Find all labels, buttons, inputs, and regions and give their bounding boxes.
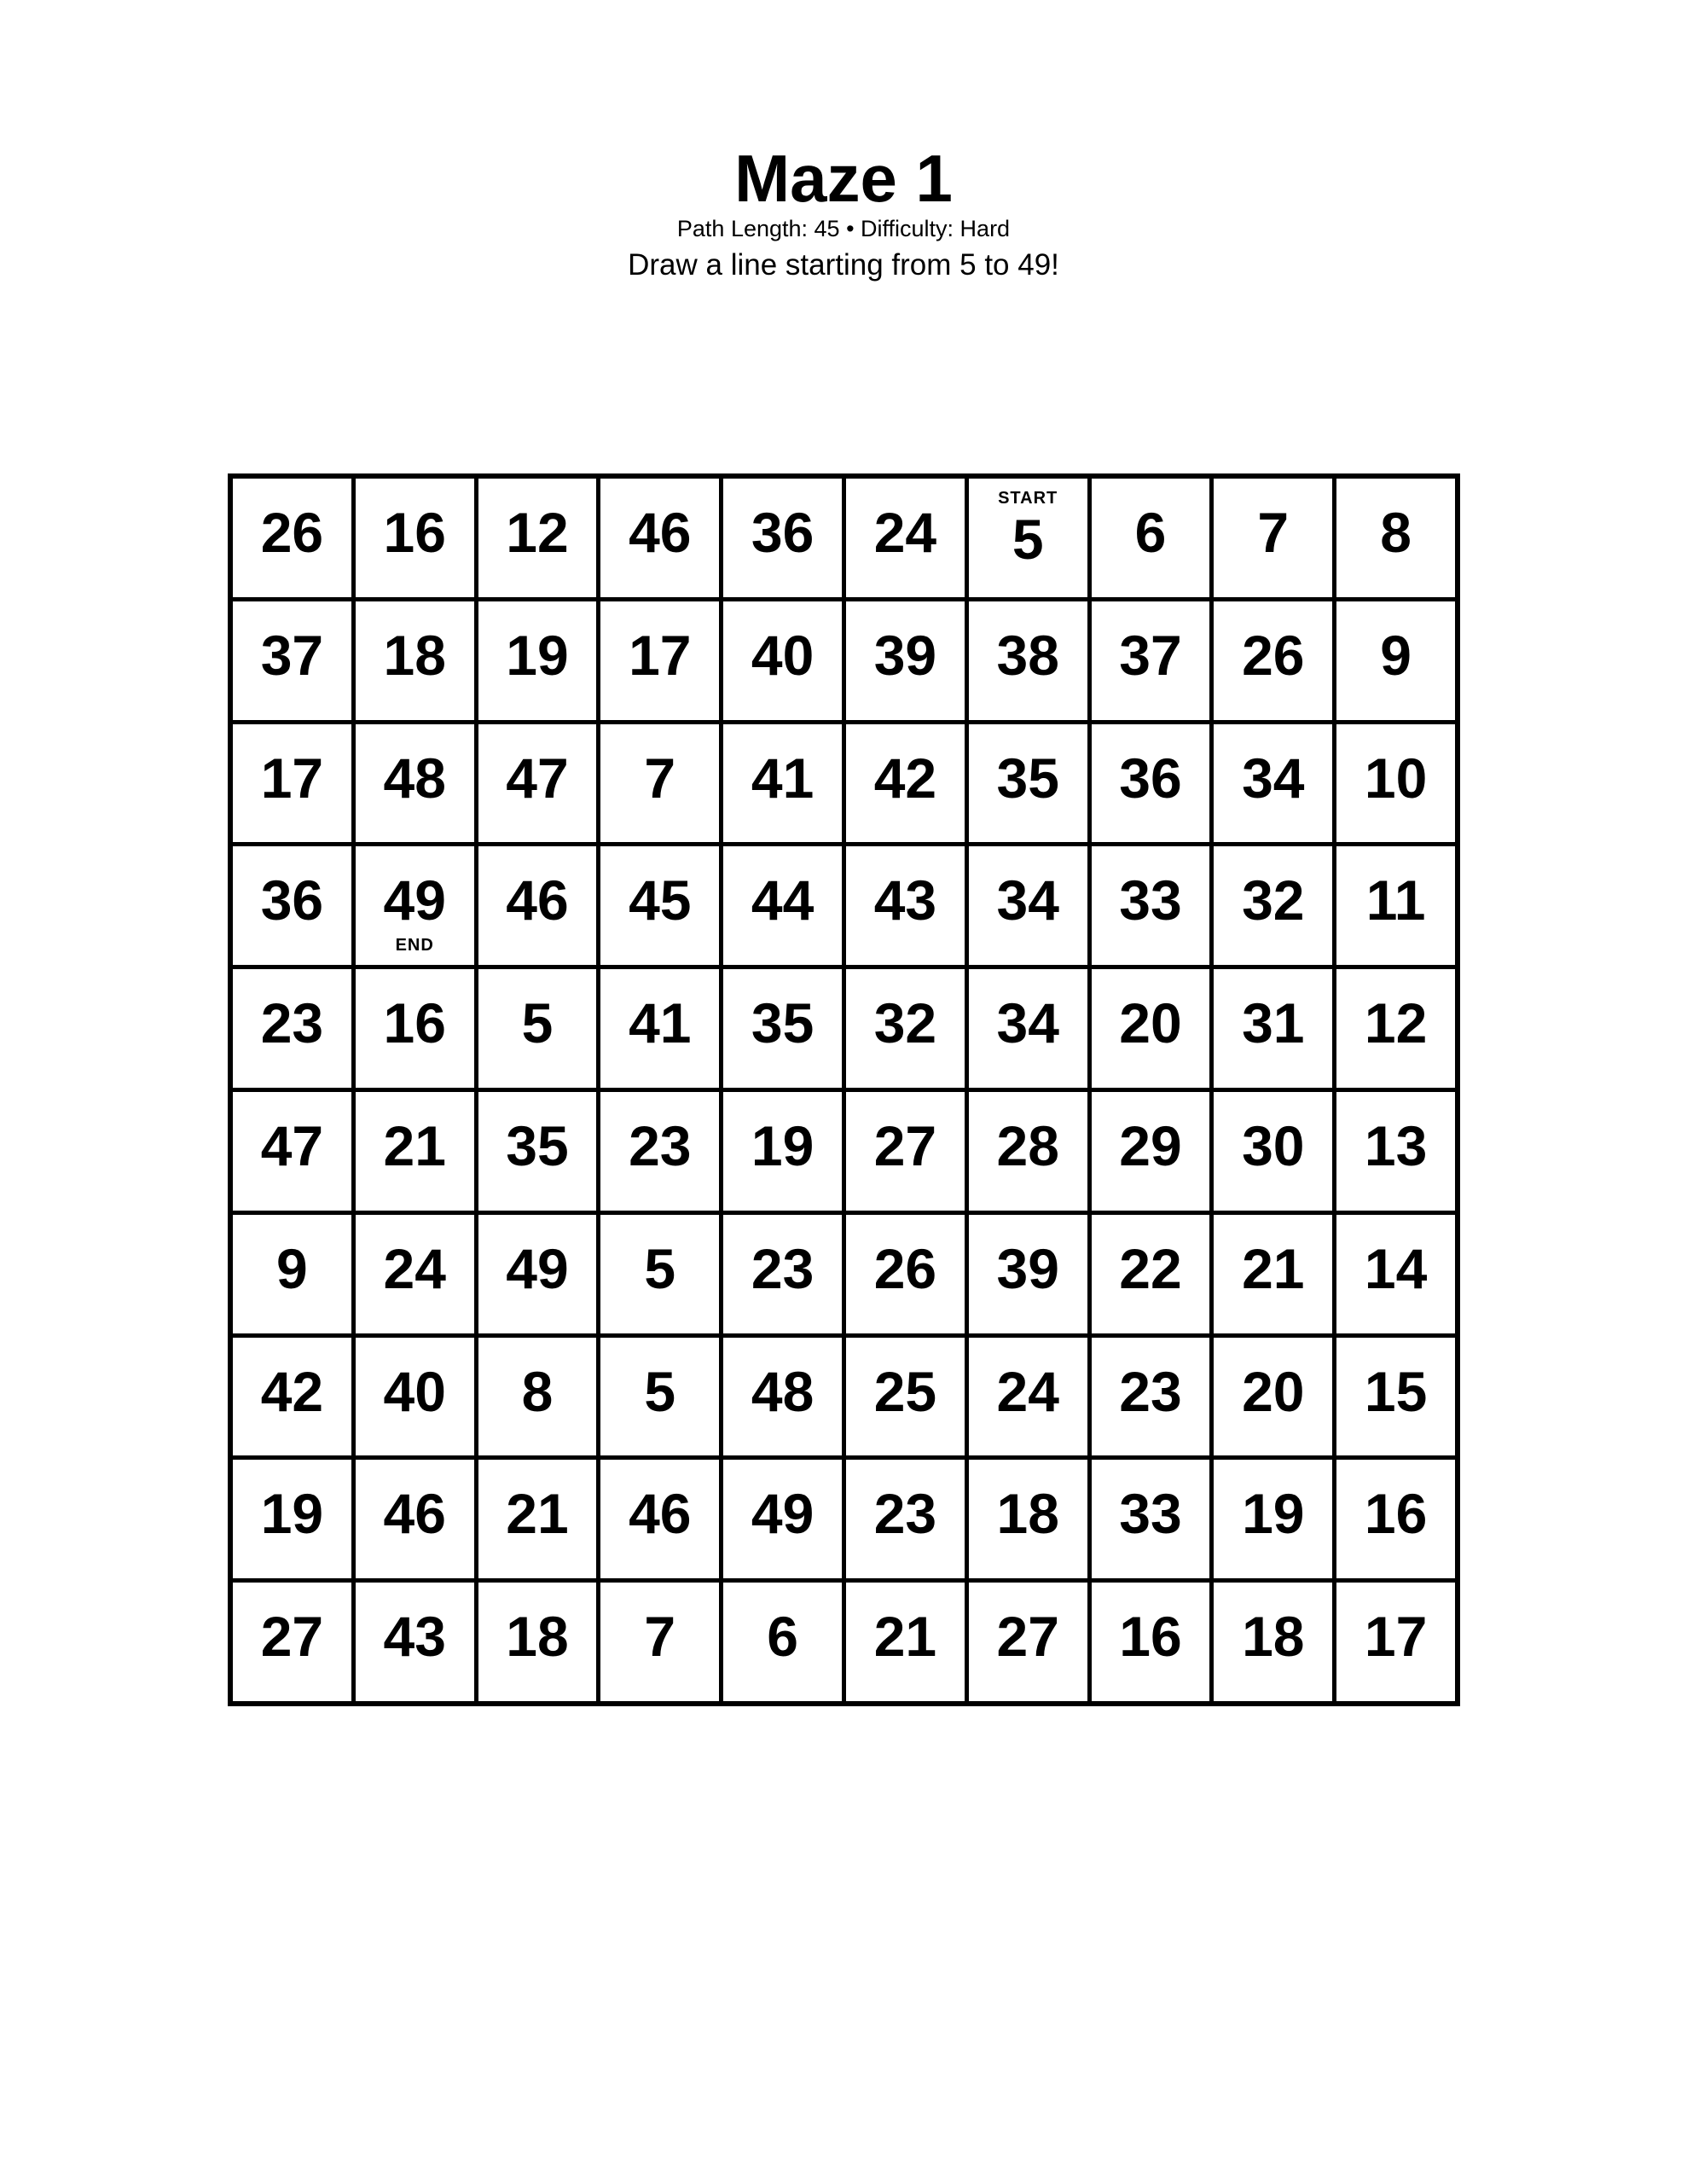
cell-number: 17 xyxy=(629,623,692,687)
grid-cell-r3c4[interactable] xyxy=(600,724,719,843)
grid-cell-r9c5[interactable] xyxy=(723,1460,842,1578)
grid-cell-r10c9[interactable] xyxy=(1214,1583,1332,1701)
grid-cell-r7c2[interactable] xyxy=(356,1215,474,1333)
grid-cell-r7c1[interactable] xyxy=(233,1215,351,1333)
cell-number: 49 xyxy=(383,868,446,932)
cell-number: 23 xyxy=(629,1114,692,1177)
cell-number: 40 xyxy=(751,623,815,687)
grid-cell-r5c1[interactable] xyxy=(233,969,351,1088)
cell-number: 16 xyxy=(1119,1605,1182,1669)
grid-cell-r3c1[interactable] xyxy=(233,724,351,843)
grid-cell-r1c2[interactable] xyxy=(356,479,474,597)
cell-number: 38 xyxy=(996,623,1059,687)
cell-number: 33 xyxy=(1119,1482,1182,1546)
grid-cell-r5c6[interactable] xyxy=(846,969,965,1088)
cell-number: 14 xyxy=(1364,1236,1428,1300)
grid-cell-r6c2[interactable] xyxy=(356,1092,474,1211)
grid-cell-r6c7[interactable] xyxy=(969,1092,1087,1211)
grid-cell-r4c8[interactable] xyxy=(1092,846,1210,965)
cell-number: 11 xyxy=(1365,868,1426,932)
cell-number: 12 xyxy=(1364,991,1428,1055)
cell-number: 24 xyxy=(383,1236,446,1300)
cell-number: 24 xyxy=(996,1359,1059,1423)
cell-number: 35 xyxy=(506,1114,569,1177)
grid-cell-r2c2[interactable] xyxy=(356,601,474,720)
cell-number: 44 xyxy=(751,868,815,932)
grid-cell-r2c1[interactable] xyxy=(233,601,351,720)
cell-number: 36 xyxy=(1119,746,1182,810)
grid-cell-r4c9[interactable] xyxy=(1214,846,1332,965)
grid-cell-r7c6[interactable] xyxy=(846,1215,965,1333)
cell-number: 26 xyxy=(873,1236,937,1300)
grid-cell-r10c6[interactable] xyxy=(846,1583,965,1701)
grid-cell-r2c7[interactable] xyxy=(969,601,1087,720)
cell-number: 18 xyxy=(383,623,446,687)
grid-cell-r10c1[interactable] xyxy=(233,1583,351,1701)
grid-cell-r4c3[interactable] xyxy=(478,846,597,965)
cell-number: 29 xyxy=(1119,1114,1182,1177)
grid-cell-r8c1[interactable] xyxy=(233,1338,351,1456)
start-label: START xyxy=(998,489,1058,508)
grid-cell-r2c8[interactable] xyxy=(1092,601,1210,720)
cell-number: 39 xyxy=(996,1236,1059,1300)
cell-number: 10 xyxy=(1364,746,1428,810)
grid-cell-r10c5[interactable] xyxy=(723,1583,842,1701)
grid-cell-r9c9[interactable] xyxy=(1214,1460,1332,1578)
grid-cell-r4c5[interactable] xyxy=(723,846,842,965)
cell-number: 6 xyxy=(1134,501,1167,564)
cell-number: 43 xyxy=(383,1605,446,1669)
grid-cell-r4c4[interactable] xyxy=(600,846,719,965)
grid-cell-r8c7[interactable] xyxy=(969,1338,1087,1456)
cell-number: 17 xyxy=(1364,1605,1428,1669)
cell-number: 42 xyxy=(873,746,937,810)
grid-cell-r9c2[interactable] xyxy=(356,1460,474,1578)
grid-cell-r5c5[interactable] xyxy=(723,969,842,1088)
cell-number: 23 xyxy=(260,991,324,1055)
cell-number: 35 xyxy=(751,991,815,1055)
cell-number: 16 xyxy=(383,501,446,564)
cell-number: 25 xyxy=(873,1359,937,1423)
grid-cell-r3c5[interactable] xyxy=(723,724,842,843)
cell-number: 5 xyxy=(521,991,554,1055)
grid-cell-r3c7[interactable] xyxy=(969,724,1087,843)
grid-cell-r2c6[interactable] xyxy=(846,601,965,720)
cell-number: 46 xyxy=(383,1482,446,1546)
cell-number: 8 xyxy=(1380,501,1412,564)
grid-cell-r1c3[interactable] xyxy=(478,479,597,597)
grid-cell-r9c7[interactable] xyxy=(969,1460,1087,1578)
cell-number: 20 xyxy=(1119,991,1182,1055)
cell-number: 35 xyxy=(996,746,1059,810)
grid-cell-r8c2[interactable] xyxy=(356,1338,474,1456)
grid-cell-r8c3[interactable] xyxy=(478,1338,597,1456)
grid-cell-r9c1[interactable] xyxy=(233,1460,351,1578)
grid-cell-r8c8[interactable] xyxy=(1092,1338,1210,1456)
grid-cell-r8c5[interactable] xyxy=(723,1338,842,1456)
grid-cell-r4c7[interactable] xyxy=(969,846,1087,965)
cell-number: 30 xyxy=(1242,1114,1305,1177)
grid-cell-r2c3[interactable] xyxy=(478,601,597,720)
cell-number: 47 xyxy=(506,746,569,810)
grid-cell-r5c10[interactable] xyxy=(1336,969,1455,1088)
grid-cell-r5c4[interactable] xyxy=(600,969,719,1088)
cell-number: 27 xyxy=(260,1605,324,1669)
grid-cell-r10c7[interactable] xyxy=(969,1583,1087,1701)
cell-number: 48 xyxy=(751,1359,815,1423)
cell-number: 18 xyxy=(1242,1605,1305,1669)
cell-number: 47 xyxy=(260,1114,324,1177)
cell-number: 34 xyxy=(996,991,1059,1055)
grid-cell-r7c8[interactable] xyxy=(1092,1215,1210,1333)
cell-number: 37 xyxy=(1119,623,1182,687)
grid-cell-r3c6[interactable] xyxy=(846,724,965,843)
grid-cell-r6c8[interactable] xyxy=(1092,1092,1210,1211)
cell-number: 34 xyxy=(996,868,1059,932)
grid-cell-r10c8[interactable] xyxy=(1092,1583,1210,1701)
cell-number: 21 xyxy=(383,1114,446,1177)
grid-cell-r2c5[interactable] xyxy=(723,601,842,720)
cell-number: 23 xyxy=(751,1236,815,1300)
grid-cell-r5c2[interactable] xyxy=(356,969,474,1088)
grid-cell-r6c5[interactable] xyxy=(723,1092,842,1211)
grid-cell-r7c3[interactable] xyxy=(478,1215,597,1333)
grid-cell-r5c9[interactable] xyxy=(1214,969,1332,1088)
grid-cell-r9c6[interactable] xyxy=(846,1460,965,1578)
cell-number: 41 xyxy=(629,991,692,1055)
cell-number: 20 xyxy=(1242,1359,1305,1423)
grid-cell-r1c10[interactable] xyxy=(1336,479,1455,597)
cell-number: 16 xyxy=(383,991,446,1055)
grid-cell-r5c7[interactable] xyxy=(969,969,1087,1088)
cell-number: 23 xyxy=(1119,1359,1182,1423)
cell-number: 33 xyxy=(1119,868,1182,932)
grid-cell-r4c6[interactable] xyxy=(846,846,965,965)
grid-cell-r1c9[interactable] xyxy=(1214,479,1332,597)
cell-number: 36 xyxy=(260,868,324,932)
cell-number: 46 xyxy=(506,868,569,932)
cell-number: 7 xyxy=(644,1605,676,1669)
grid-cell-r3c10[interactable] xyxy=(1336,724,1455,843)
cell-number: 26 xyxy=(1242,623,1305,687)
grid-cell-r4c1[interactable] xyxy=(233,846,351,965)
puzzle-meta: Path Length: 45 • Difficulty: Hard xyxy=(676,216,1011,241)
grid-cell-r8c4[interactable] xyxy=(600,1338,719,1456)
grid-cell-r6c4[interactable] xyxy=(600,1092,719,1211)
instruction-text: Draw a line starting from 5 to 49! xyxy=(628,248,1059,282)
cell-number: 49 xyxy=(751,1482,815,1546)
cell-number: 17 xyxy=(260,746,324,810)
cell-number: 13 xyxy=(1364,1114,1428,1177)
grid-cell-r5c3[interactable] xyxy=(478,969,597,1088)
cell-number: 19 xyxy=(506,623,569,687)
grid-cell-r4c2[interactable] xyxy=(356,846,474,965)
grid-cell-r3c9[interactable] xyxy=(1214,724,1332,843)
cell-number: 19 xyxy=(260,1482,324,1546)
grid-cell-r3c8[interactable] xyxy=(1092,724,1210,843)
cell-number: 27 xyxy=(873,1114,937,1177)
grid-cell-r6c3[interactable] xyxy=(478,1092,597,1211)
cell-number: 19 xyxy=(751,1114,815,1177)
cell-number: 34 xyxy=(1242,746,1305,810)
cell-number: 7 xyxy=(1257,501,1290,564)
cell-number: 24 xyxy=(873,501,937,564)
grid-cell-r10c2[interactable] xyxy=(356,1583,474,1701)
grid-cell-r1c5[interactable] xyxy=(723,479,842,597)
cell-number: 37 xyxy=(260,623,324,687)
cell-number: 6 xyxy=(767,1605,798,1669)
cell-number: 12 xyxy=(506,501,569,564)
cell-number: 32 xyxy=(1242,868,1305,932)
grid-cell-r9c3[interactable] xyxy=(478,1460,597,1578)
cell-number: 45 xyxy=(629,868,692,932)
grid-cell-r8c10[interactable] xyxy=(1336,1338,1455,1456)
cell-number: 42 xyxy=(260,1359,324,1423)
grid-cell-r4c10[interactable] xyxy=(1336,846,1455,965)
grid-cell-r1c4[interactable] xyxy=(600,479,719,597)
cell-number: 27 xyxy=(996,1605,1059,1669)
grid-cell-r9c4[interactable] xyxy=(600,1460,719,1578)
cell-number: 5 xyxy=(644,1236,676,1300)
grid-cell-r6c1[interactable] xyxy=(233,1092,351,1211)
cell-number: 21 xyxy=(506,1482,569,1546)
grid-cell-r8c9[interactable] xyxy=(1214,1338,1332,1456)
cell-number: 28 xyxy=(996,1114,1059,1177)
cell-number: 7 xyxy=(644,746,676,810)
grid-cell-r10c10[interactable] xyxy=(1336,1583,1455,1701)
grid-cell-r10c4[interactable] xyxy=(600,1583,719,1701)
grid-cell-r1c8[interactable] xyxy=(1092,479,1210,597)
grid-cell-r2c4[interactable] xyxy=(600,601,719,720)
end-label: END xyxy=(395,936,434,956)
cell-number: 31 xyxy=(1242,991,1305,1055)
cell-number: 46 xyxy=(629,1482,692,1546)
grid-cell-r2c10[interactable] xyxy=(1336,601,1455,720)
grid-cell-r6c10[interactable] xyxy=(1336,1092,1455,1211)
page-title: Maze 1 xyxy=(734,141,953,216)
cell-number: 19 xyxy=(1242,1482,1305,1546)
grid-cell-r7c10[interactable] xyxy=(1336,1215,1455,1333)
maze-grid xyxy=(228,473,1460,1706)
cell-number: 18 xyxy=(506,1605,569,1669)
grid-cell-r3c3[interactable] xyxy=(478,724,597,843)
cell-number: 9 xyxy=(276,1236,308,1300)
grid-cell-r8c6[interactable] xyxy=(846,1338,965,1456)
grid-cell-r1c1[interactable] xyxy=(233,479,351,597)
cell-number: 22 xyxy=(1119,1236,1182,1300)
cell-number: 9 xyxy=(1380,623,1412,687)
grid-cell-r7c5[interactable] xyxy=(723,1215,842,1333)
grid-cell-r6c9[interactable] xyxy=(1214,1092,1332,1211)
cell-number: 21 xyxy=(873,1605,937,1669)
grid-cell-r9c10[interactable] xyxy=(1336,1460,1455,1578)
grid-cell-r9c8[interactable] xyxy=(1092,1460,1210,1578)
cell-number: 5 xyxy=(644,1359,676,1423)
cell-number: 49 xyxy=(506,1236,569,1300)
grid-cell-r7c4[interactable] xyxy=(600,1215,719,1333)
cell-number: 15 xyxy=(1364,1359,1428,1423)
cell-number: 46 xyxy=(629,501,692,564)
grid-cell-r7c7[interactable] xyxy=(969,1215,1087,1333)
cell-number: 8 xyxy=(521,1359,554,1423)
grid-cell-r7c9[interactable] xyxy=(1214,1215,1332,1333)
cell-number: 39 xyxy=(873,623,937,687)
cell-number: 48 xyxy=(383,746,446,810)
cell-number: 32 xyxy=(873,991,937,1055)
cell-number: 43 xyxy=(873,868,937,932)
grid-cell-r2c9[interactable] xyxy=(1214,601,1332,720)
cell-number: 18 xyxy=(996,1482,1059,1546)
grid-cell-r10c3[interactable] xyxy=(478,1583,597,1701)
cell-number: 5 xyxy=(1012,508,1044,571)
grid-cell-r3c2[interactable] xyxy=(356,724,474,843)
grid-cell-r1c7[interactable] xyxy=(969,479,1087,597)
grid-cell-r6c6[interactable] xyxy=(846,1092,965,1211)
cell-number: 21 xyxy=(1242,1236,1305,1300)
cell-number: 26 xyxy=(260,501,324,564)
grid-cell-r1c6[interactable] xyxy=(846,479,965,597)
cell-number: 36 xyxy=(751,501,815,564)
cell-number: 40 xyxy=(383,1359,446,1423)
cell-number: 41 xyxy=(751,746,815,810)
cell-number: 16 xyxy=(1364,1482,1428,1546)
cell-number: 23 xyxy=(873,1482,937,1546)
grid-cell-r5c8[interactable] xyxy=(1092,969,1210,1088)
